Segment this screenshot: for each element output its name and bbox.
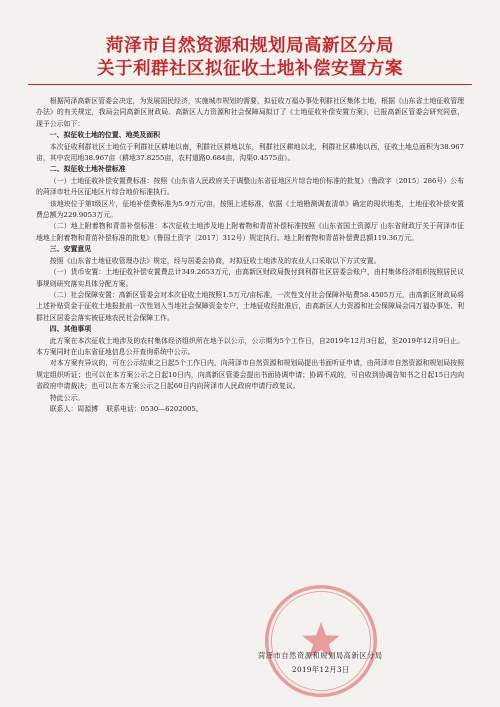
section-heading: 四、其他事项 xyxy=(49,325,92,334)
signature-organization: 菏泽市自然资源和规划局高新区分局 xyxy=(258,651,383,660)
document-title-line-2: 关于利群社区拟征收土地补偿安置方案 xyxy=(97,59,403,79)
body-paragraph: （一）土地征收补偿安置费标准：按照《山东省人民政府关于调整山东省征地区片综合地价标准的批复》（鲁政字〔2015〕286号）公布的菏泽市牡丹区征地区片综合地价标准执行。 xyxy=(36,176,464,197)
title-divider xyxy=(28,84,472,85)
section-heading: 三、安置意见 xyxy=(49,245,92,254)
section-heading: 一、拟征收土地的位置、地类及面积 xyxy=(49,131,161,140)
body-paragraph: 按照《山东省土地征收管理办法》规定，经与居委会协商，对拟征收土地涉及的农业人口采取以下方式安置。 xyxy=(49,256,381,265)
document-body xyxy=(36,96,464,415)
body-paragraph: 对本方案有异议的，可在公示结束之日起5个工作日内，向菏泽市自然资源和规划局提出书面听证申请，由菏泽市自然资源和规划局按照规定组织听证；也可以在本方案公示之日起10日内，向高新区管委会提出书面协调申请；协调不成的，可自收到协调告知书之日起15日内向省政府申请裁决；也可以在本方案公示之日起60日内向菏泽市人民政府申请行政复议。 xyxy=(36,359,464,391)
body-paragraph: 本次征收利群社区土地位于利群社区耕地以南，利群社区耕地以东，利群社区耕地以北，利群社区耕地以西，征收土地总面积为38.967亩，其中农用地38.967亩（耕地37.8255亩，农村道路0.684亩，沟渠0.4575亩）。 xyxy=(36,142,464,163)
body-paragraph: （一）货币安置：土地征收补偿安置费总计349.2653万元，由高新区财政局拨付到利群社区居委会账户，由村集体经济组织按照居民议事规则研究落实具体分配方案。 xyxy=(36,268,464,288)
body-paragraph: 此方案在本次征收土地涉及的农村集体经济组织所在地予以公示，公示期为5个工作日，自2019年12月3日起，至2019年12月9日止。本方案同时在山东省征地信息公开查询系统中公示。 xyxy=(36,336,464,356)
section-heading: 二、拟征收土地补偿标准 xyxy=(49,165,126,174)
contact-line: 联系人：周源博 联系电话：0530—6202005。 xyxy=(49,404,203,413)
official-seal-icon xyxy=(262,582,380,700)
body-paragraph: （二）地上附着物和青苗补偿标准：本次征收土地涉及地上附着物和青苗补偿标准按照《山东省国土资源厅 山东省财政厅关于菏泽市征地地上附着物和青苗补偿标准的批复》（鲁国土资字〔2017〕312号）规定执行。地上附着物和青苗补偿费总额119.36万元。 xyxy=(36,222,464,242)
body-paragraph: 特此公示。 xyxy=(49,393,85,402)
body-paragraph: 根据菏泽高新区管委会决定，为发展国民经济，实施城市规划的需要，拟征收万福办事处利群社区集体土地，根据《山东省土地征收管理办法》的有关规定，我局会同高新区财政局、高新区人力资源和社会保障局拟订了《土地征收补偿安置方案》，已报高新区管委会研究同意，现予公示如下： xyxy=(36,97,464,128)
document-title-line-1: 菏泽市自然资源和规划局高新区分局 xyxy=(106,36,394,56)
body-paragraph: 该地块位于第Ⅰ级区片，征地补偿费标准为5.9万元/亩，按照上述标准，依据《土地勘测调查清单》确定的现状地类，土地征收补偿安置费总额为229.9053万元。 xyxy=(36,199,464,220)
body-paragraph: （二）社会保障安置：高新区管委会对本次征收土地按照1.5万元/亩标准，一次性支付社会保障补贴费58.4505万元，由高新区财政局将上述补贴资金于征收土地报批前一次性划入当地社会保障资金专户，土地征收经批准后，由高新区人力资源和社会保障局会同万福办事处、利群社区居委会落实被征地农民社会保障工作。 xyxy=(36,290,464,322)
signature-date: 2019年12月3日 xyxy=(292,665,350,674)
